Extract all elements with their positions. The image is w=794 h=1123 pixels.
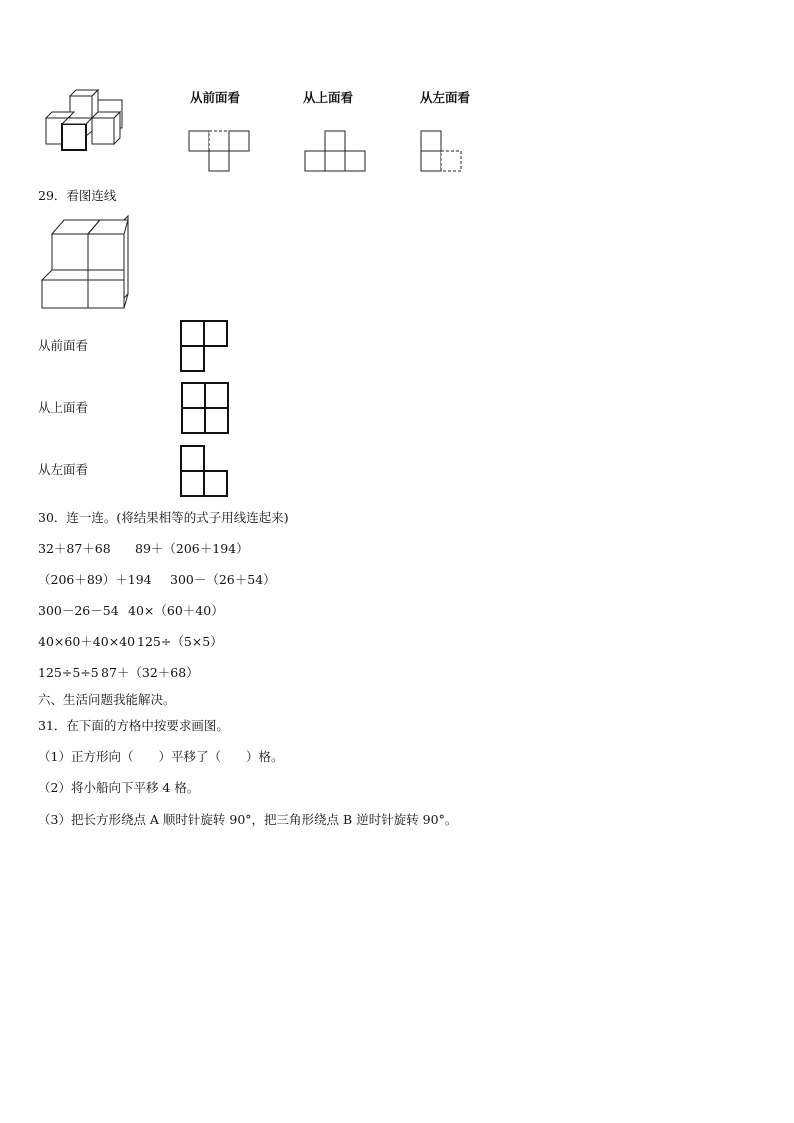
- q31-title: 31．在下面的方格中按要求画图。: [38, 718, 229, 733]
- q31-item-3: （3）把长方形绕点 A 顺时针旋转 90°，把三角形绕点 B 逆时针旋转 90°。: [38, 812, 458, 827]
- top-view-shape: [304, 130, 368, 174]
- q30-left-2[interactable]: （206＋89）＋194: [38, 572, 152, 587]
- q29-option-top: 从上面看: [38, 400, 89, 415]
- solid-figure: [40, 214, 132, 312]
- view-front-label: 从前面看: [190, 90, 241, 105]
- q29-shape-b[interactable]: [181, 382, 231, 436]
- q31-item-2: （2）将小船向下平移 4 格。: [38, 780, 200, 795]
- q31-item-1: （1）正方形向（ ）平移了（ ）格。: [38, 749, 284, 764]
- left-view-shape: [420, 130, 470, 174]
- q30-right-2[interactable]: 300－（26＋54）: [170, 572, 276, 587]
- cube-arrangement-figure: [40, 86, 130, 156]
- q30-right-1[interactable]: 89＋（206＋194）: [135, 541, 249, 556]
- q30-left-3[interactable]: 300－26－54: [38, 603, 119, 618]
- q29-shape-c[interactable]: [180, 445, 230, 499]
- q30-title: 30．连一连。(将结果相等的式子用线连起来): [38, 510, 289, 525]
- q29-title: 29．看图连线: [38, 188, 117, 203]
- section6-heading: 六、生活问题我能解决。: [38, 692, 176, 707]
- front-view-shape: [188, 130, 252, 174]
- q30-right-5[interactable]: 87＋（32＋68）: [101, 665, 199, 680]
- q29-option-left: 从左面看: [38, 462, 89, 477]
- q30-right-4[interactable]: 125÷（5×5）: [137, 634, 223, 649]
- q30-left-1[interactable]: 32＋87＋68: [38, 541, 111, 556]
- q29-option-front: 从前面看: [38, 338, 89, 353]
- view-top-label: 从上面看: [303, 90, 354, 105]
- q30-left-4[interactable]: 40×60＋40×40: [38, 634, 136, 649]
- q30-left-5[interactable]: 125÷5÷5: [38, 665, 99, 680]
- q30-right-3[interactable]: 40×（60＋40）: [128, 603, 224, 618]
- q29-shape-a[interactable]: [180, 320, 230, 374]
- view-left-label: 从左面看: [420, 90, 471, 105]
